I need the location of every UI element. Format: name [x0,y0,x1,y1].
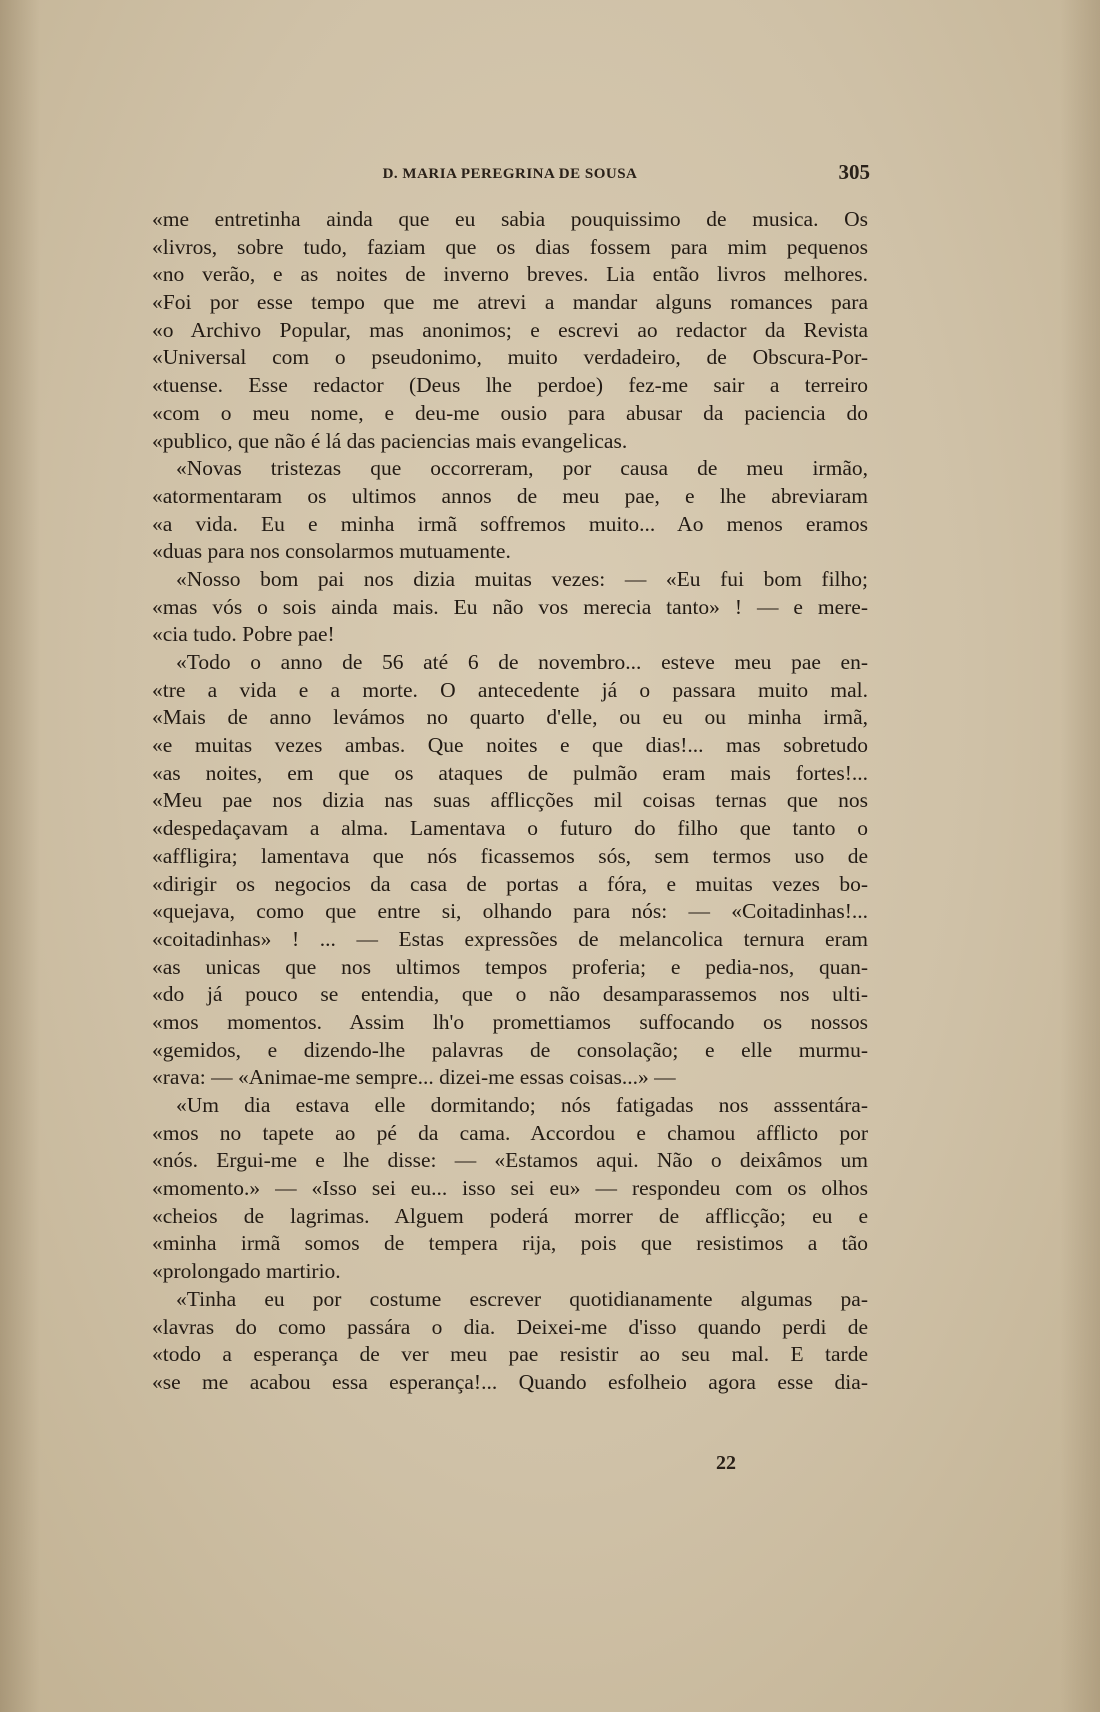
text-line: «a vida. Eu e minha irmã soffremos muito... Ao menos eramos [152,511,868,536]
text-line: «tre a vida e a morte. O antecedente já o passara muito mal. [152,677,868,702]
text-line: «com o meu nome, e deu-me ousio para abusar da paciencia do [152,400,868,425]
text-line: «Universal com o pseudonimo, muito verdadeiro, de Obscura-Por- [152,345,868,370]
text-line: «dirigir os negocios da casa de portas a fóra, e muitas vezes bo- [152,871,868,896]
page-number: 305 [838,160,870,184]
text-line: «cia tudo. Pobre pae! [152,622,335,647]
text-line: «Nosso bom pai nos dizia muitas vezes: — «Eu fui bom filho; [176,566,868,591]
text-line: «me entretinha ainda que eu sabia pouquissimo de musica. Os [152,207,868,231]
page-edge-shadow-left [0,0,40,1712]
text-line: «e muitas vezes ambas. Que noites e que dias!... mas sobretudo [152,733,868,758]
text-line: «as unicas que nos ultimos tempos proferia; e pedia-nos, quan- [152,954,868,979]
text-line: «rava: — «Animae-me sempre... dizei-me essas coisas...» — [152,1065,676,1090]
page-edge-shadow-right [1060,0,1100,1712]
text-line: «as noites, em que os ataques de pulmão eram mais fortes!... [152,760,868,785]
text-line: «Meu pae nos dizia nas suas afflicções mil coisas ternas que nos [152,788,868,813]
text-line: «Tinha eu por costume escrever quotidianamente algumas pa- [176,1286,868,1311]
text-line: «mos no tapete ao pé da cama. Accordou e chamou afflicto por [152,1120,868,1145]
text-line: «prolongado martirio. [152,1259,341,1284]
text-line: «no verão, e as noites de inverno breves. Lia então livros melhores. [152,262,868,287]
text-line: «Todo o anno de 56 até 6 de novembro... esteve meu pae en- [176,650,868,674]
text-line: «todo a esperança de ver meu pae resistir ao seu mal. E tarde [152,1342,868,1367]
text-line: «livros, sobre tudo, faziam que os dias fossem para mim pequenos [152,234,868,259]
text-line: «duas para nos consolarmos mutuamente. [152,539,511,564]
running-head: D. MARIA PEREGRINA DE SOUSA [382,166,638,182]
text-line: «do já pouco se entendia, que o não desamparassemos nos ulti- [152,982,868,1007]
text-line: «affligira; lamentava que nós ficassemos sós, sem termos uso de [152,843,868,868]
text-line: «gemidos, e dizendo-lhe palavras de consolação; e elle murmu- [152,1037,868,1062]
text-line: «mos momentos. Assim lh'o promettiamos suffocando os nossos [152,1009,868,1034]
text-line: «se me acabou essa esperança!... Quando esfolheio agora esse dia- [152,1369,868,1394]
body-text [152,206,868,1397]
text-line: «Foi por esse tempo que me atrevi a mandar alguns romances para [152,290,868,315]
text-line: «nós. Ergui-me e lhe disse: — «Estamos aqui. Não o deixâmos um [152,1148,868,1173]
text-line: «atormentaram os ultimos annos de meu pae, e lhe abreviaram [152,483,868,508]
text-line: «despedaçavam a alma. Lamentava o futuro do filho que tanto o [152,816,868,841]
text-line: «Novas tristezas que occorreram, por causa de meu irmão, [176,456,868,481]
text-line: «mas vós o sois ainda mais. Eu não vos merecia tanto» ! — e mere- [152,594,868,619]
text-line: «quejava, como que entre si, olhando para nós: — «Coitadinhas!... [152,899,868,924]
text-line: «tuense. Esse redactor (Deus lhe perdoe) fez-me sair a terreiro [152,373,868,398]
text-line: «o Archivo Popular, mas anonimos; e escrevi ao redactor da Revista [152,317,868,342]
text-line: «Um dia estava elle dormitando; nós fatigadas nos asssentára- [176,1093,868,1117]
page-header [150,160,870,190]
text-line: «momento.» — «Isso sei eu... isso sei eu» — respondeu com os olhos [152,1176,868,1201]
text-line: «cheios de lagrimas. Alguem poderá morrer de afflicção; eu e [152,1203,868,1228]
text-line: «publico, que não é lá das paciencias mais evangelicas. [152,428,628,453]
text-line: «lavras do como passára o dia. Deixei-me d'isso quando perdi de [152,1314,868,1339]
text-line: «coitadinhas» ! ... — Estas expressões de melancolica ternura eram [152,926,868,951]
text-line: «minha irmã somos de tempera rija, pois que resistimos a tão [152,1231,868,1256]
text-line: «Mais de anno levámos no quarto d'elle, ou eu ou minha irmã, [152,705,868,730]
signature-mark: 22 [716,1452,736,1474]
